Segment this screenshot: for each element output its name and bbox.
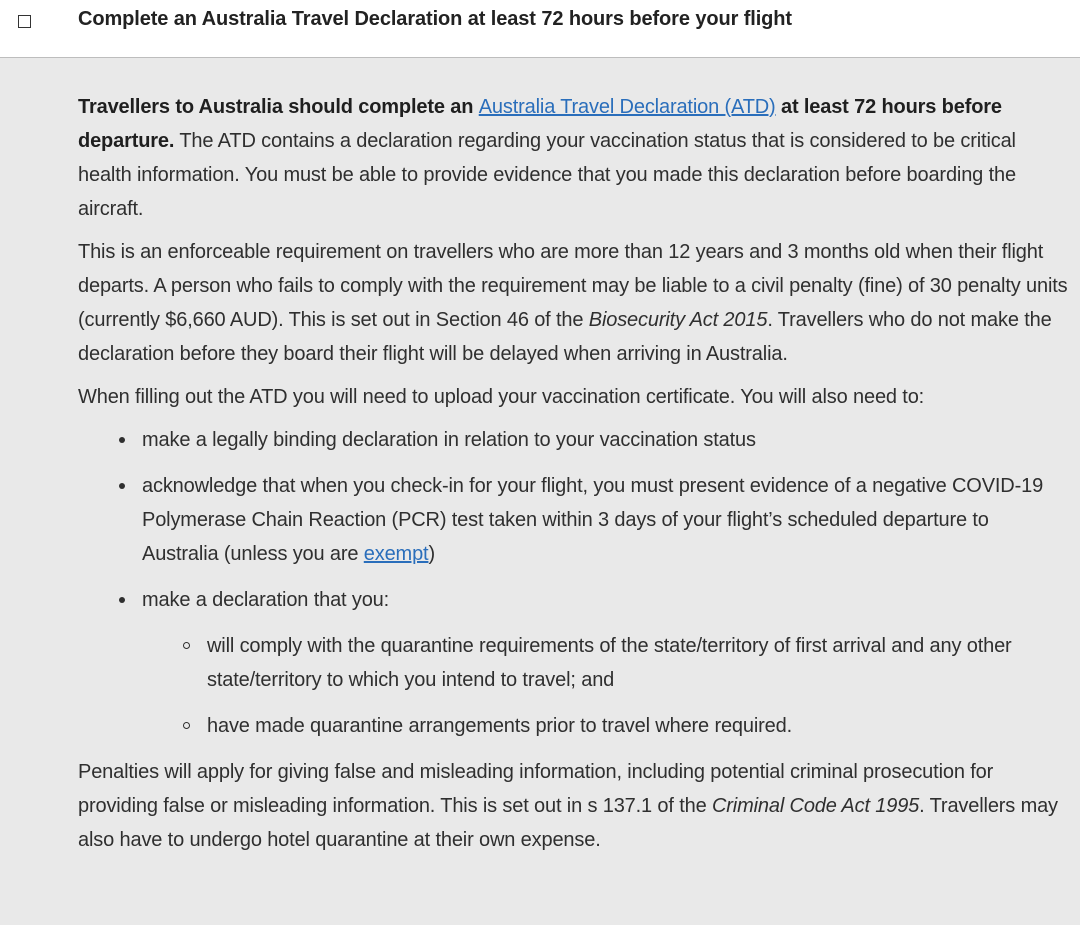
- criminal-code-act-title: Criminal Code Act 1995: [711, 795, 920, 817]
- list-item-text: make a declaration that you:: [142, 589, 390, 611]
- requirement-text-end: . Travellers who do not make the declaration before they board their flight will be delayed when arriving in Australia.: [78, 309, 1052, 365]
- exempt-link[interactable]: exempt: [363, 543, 429, 565]
- atd-link[interactable]: Australia Travel Declaration (ATD): [478, 96, 776, 118]
- penalties-paragraph: [78, 755, 1068, 857]
- sublist-item: will comply with the quarantine requirements of the state/territory of first arrival and any other state/territory to which you intend to travel; and: [207, 629, 1047, 697]
- requirement-paragraph: [78, 235, 1068, 371]
- atd-intro-bold-tail: at least 72 hours before departure.: [78, 96, 1002, 152]
- list-item: [142, 423, 1052, 457]
- declaration-sublist: [142, 629, 1052, 743]
- requirements-list: [78, 423, 1080, 743]
- penalties-text-end: . Travellers may also have to undergo hotel quarantine at their own expense.: [78, 795, 1058, 851]
- filling-out-paragraph: When filling out the ATD you will need to upload your vaccination certificate. You will also need to:: [78, 386, 925, 408]
- list-item: [142, 583, 1052, 743]
- atd-intro-bold: Travellers to Australia should complete an: [78, 96, 479, 118]
- atd-intro-paragraph: [78, 90, 1068, 226]
- list-item-text: acknowledge that when you check-in for your flight, you must present evidence of a negative COVID-19 Polymerase Chain Reaction (PCR) test taken within 3 days of your flight’s scheduled departure to Australia (unless you are: [142, 475, 1044, 565]
- checklist-item-content: [0, 58, 1080, 925]
- checklist-item-title: Complete an Australia Travel Declaration at least 72 hours before your flight: [78, 8, 792, 30]
- checklist-checkbox[interactable]: [18, 15, 31, 28]
- penalties-text: Penalties will apply for giving false and misleading information, including potential criminal prosecution for providing false or misleading information. This is set out in s 137.1 of the: [78, 761, 994, 817]
- list-item-close-paren: ): [428, 543, 435, 565]
- sublist-item: have made quarantine arrangements prior to travel where required.: [207, 709, 1047, 743]
- list-item-text: make a legally binding declaration in relation to your vaccination status: [142, 429, 756, 451]
- checklist-item-header: [0, 0, 1080, 58]
- list-item: [142, 469, 1052, 571]
- requirement-text: This is an enforceable requirement on travellers who are more than 12 years and 3 months old when their flight departs. A person who fails to comply with the requirement may be liable to a civil penalty (fine) of 30 penalty units (currently $6,660 AUD). This is set out in Section 46 of the: [78, 241, 1068, 331]
- biosecurity-act-title: Biosecurity Act 2015: [588, 309, 768, 331]
- atd-intro-text: The ATD contains a declaration regarding your vaccination status that is considered to be critical health information. You must be able to provide evidence that you made this declaration before boarding the aircraft.: [78, 130, 1016, 220]
